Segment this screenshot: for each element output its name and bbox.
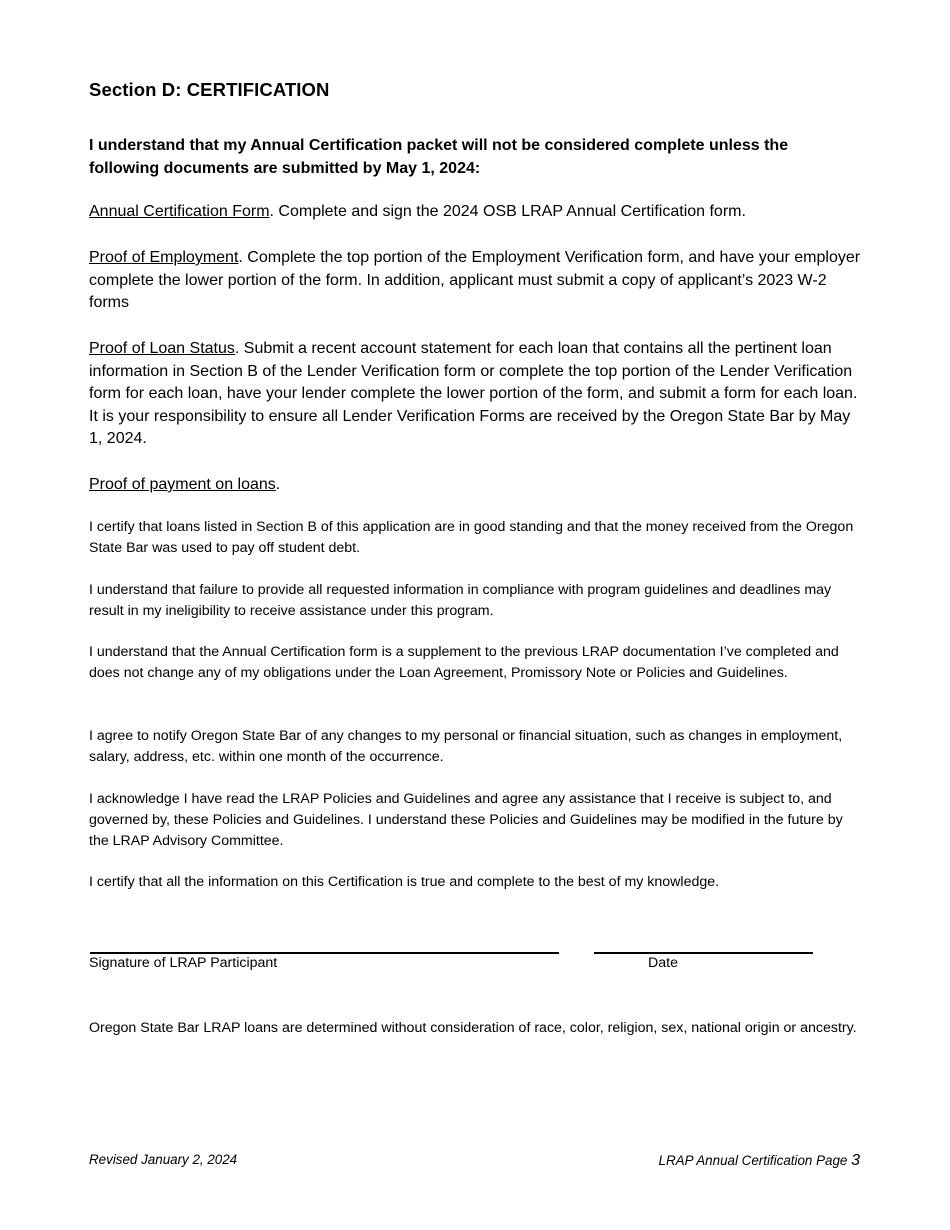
certification-statement: I acknowledge I have read the LRAP Policies and Guidelines and agree any assistance that I receive is subject to, and governed by, these Policies and Guidelines. I understand these Policies and Guidelines may be modified in the future by the LRAP Advisory Committee. <box>89 791 843 849</box>
certification-statement: I certify that loans listed in Section B of this application are in good standing and that the money received from the Oregon State Bar was used to pay off student debt. <box>89 519 854 556</box>
requirement-proof-of-loan-status <box>89 338 861 451</box>
nondiscrimination-statement: Oregon State Bar LRAP loans are determined without consideration of race, color, religion, sex, national origin or ancestry. <box>89 1020 857 1036</box>
section-heading: Section D: CERTIFICATION <box>89 79 330 100</box>
certification-statement: I understand that the Annual Certification form is a supplement to the previous LRAP documentation I’ve completed and does not change any of my obligations under the Loan Agreement, Promissory Note or Policies and Guidelines. <box>89 644 839 681</box>
signature-label: Signature of LRAP Participant <box>89 955 278 971</box>
certification-statement: I understand that failure to provide all requested information in compliance with program guidelines and deadlines may result in my ineligibility to receive assistance under this program. <box>89 582 832 619</box>
page-number: 3 <box>851 1152 860 1169</box>
requirement-lead: Proof of Employment <box>89 249 239 266</box>
signature-line[interactable] <box>90 952 559 954</box>
certification-statement: I certify that all the information on this Certification is true and complete to the best of my knowledge. <box>89 874 720 890</box>
requirement-proof-of-employment <box>89 247 861 315</box>
requirement-proof-of-payment <box>89 474 861 497</box>
document-page <box>89 0 861 1230</box>
requirement-annual-certification <box>89 201 861 224</box>
requirement-text: . Complete the top portion of the Employment Verification form, and have your employer complete the lower portion of the form. In addition, applicant must submit a copy of applicant’s 2023 W-2 forms <box>89 249 861 312</box>
intro-statement: I understand that my Annual Certification packet will not be considered complete unless the following documents are submitted by May 1, 2024: <box>89 137 789 177</box>
requirement-text: . Submit a recent account statement for each loan that contains all the pertinent loan information in Section B of the Lender Verification form or complete the top portion of the Lender Verification form for each loan, have your lender complete the lower portion of the form, and submit a form for each loan. It is your responsibility to ensure all Lender Verification Forms are received by the Oregon State Bar by May 1, 2024. <box>89 340 858 448</box>
page-footer <box>659 1152 860 1170</box>
requirement-lead: Proof of payment on loans <box>89 476 276 493</box>
requirement-text: . <box>275 476 281 493</box>
date-label: Date <box>648 955 678 971</box>
requirement-text: . Complete and sign the 2024 OSB LRAP Annual Certification form. <box>269 203 746 220</box>
revision-date: Revised January 2, 2024 <box>89 1152 238 1167</box>
date-line[interactable] <box>594 952 813 954</box>
certification-statement: I agree to notify Oregon State Bar of any changes to my personal or financial situation, such as changes in employment, salary, address, etc. within one month of the occurrence. <box>89 728 843 765</box>
page-label: LRAP Annual Certification Page <box>658 1153 848 1168</box>
requirement-lead: Annual Certification Form <box>89 203 270 220</box>
requirement-lead: Proof of Loan Status <box>89 340 235 357</box>
